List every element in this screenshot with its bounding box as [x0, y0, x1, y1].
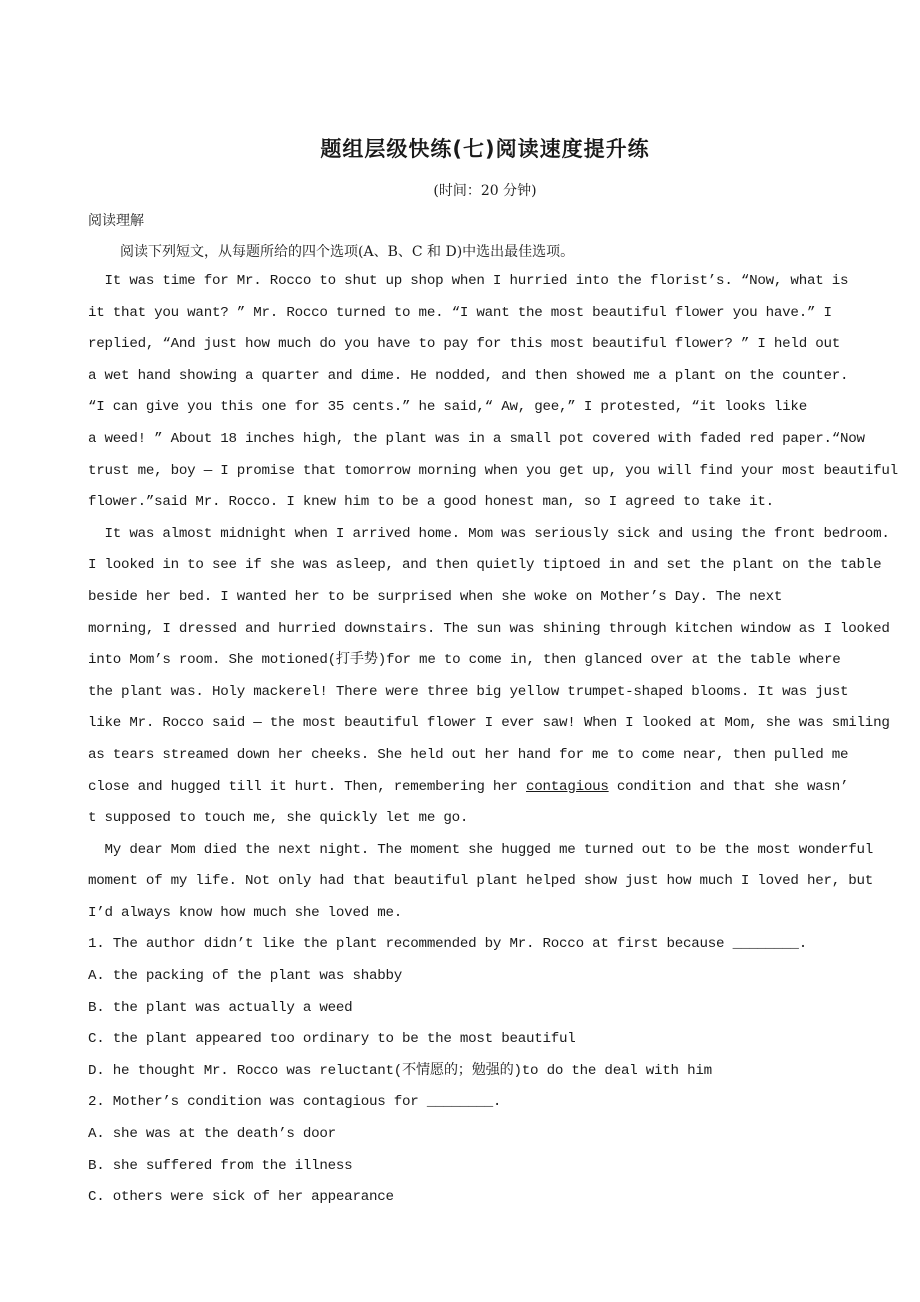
- passage-line-with-underline: [88, 772, 856, 804]
- section-heading: 阅读理解: [88, 213, 144, 229]
- question-option: C. others were sick of her appearance: [88, 1189, 394, 1206]
- passage-line: into Mom’s room. She motioned(打手势)for me to come in, then glanced over at the table where: [88, 652, 841, 669]
- question-option: A. the packing of the plant was shabby: [88, 968, 403, 985]
- question-option: D. he thought Mr. Rocco was reluctant(不情愿的；勉强的)to do the deal with him: [88, 1062, 712, 1079]
- passage-line: It was time for Mr. Rocco to shut up shop when I hurried into the florist’s. “Now, what is: [88, 273, 849, 289]
- page-title: 题组层级快练(七)阅读速度提升练: [320, 137, 650, 161]
- passage-line: beside her bed. I wanted her to be surprised when she woke on Mother’s Day. The next: [88, 588, 783, 605]
- question-stem: 2. Mother’s condition was contagious for ________.: [88, 1094, 502, 1111]
- passage-line: My dear Mom died the next night. The moment she hugged me turned out to be the most wonderful: [88, 841, 874, 858]
- passage-line: It was almost midnight when I arrived home. Mom was seriously sick and using the front bedroom.: [88, 525, 890, 542]
- passage-line: a wet hand showing a quarter and dime. He nodded, and then showed me a plant on the counter.: [88, 367, 849, 384]
- question-option: A. she was at the death’s door: [88, 1126, 336, 1143]
- passage-text: close and hugged till it hurt. Then, remembering her: [88, 778, 526, 795]
- question-stem: 1. The author didn’t like the plant recommended by Mr. Rocco at first because ________.: [88, 936, 807, 953]
- question-option: B. the plant was actually a weed: [88, 999, 353, 1016]
- instructions: 阅读下列短文，从每题所给的四个选项(A、B、C 和 D)中选出最佳选项。: [120, 244, 575, 260]
- passage-text: condition and that she wasn’: [608, 778, 849, 795]
- passage-line: I looked in to see if she was asleep, and then quietly tiptoed in and set the plant on the table: [88, 557, 882, 574]
- passage-line: replied, “And just how much do you have to pay for this most beautiful flower? ” I held out: [88, 336, 841, 353]
- question-option: B. she suffered from the illness: [88, 1157, 353, 1174]
- passage-line: “I can give you this one for 35 cents.” he said,“ Aw, gee,” I protested, “it looks like: [88, 399, 807, 416]
- question-option: C. the plant appeared too ordinary to be the most beautiful: [88, 1031, 576, 1048]
- passage-line: trust me, boy — I promise that tomorrow morning when you get up, you will find your most beautiful: [88, 462, 898, 479]
- passage-line: I’d always know how much she loved me.: [88, 904, 403, 921]
- passage-line: morning, I dressed and hurried downstairs. The sun was shining through kitchen window as I looked: [88, 620, 890, 637]
- passage-line: moment of my life. Not only had that beautiful plant helped show just how much I loved her, but: [88, 873, 874, 890]
- passage-line: like Mr. Rocco said — the most beautiful flower I ever saw! When I looked at Mom, she was smiling: [88, 715, 890, 732]
- passage-line: t supposed to touch me, she quickly let me go.: [88, 810, 469, 827]
- underlined-word: contagious: [526, 778, 609, 795]
- passage-line: as tears streamed down her cheeks. She held out her hand for me to come near, then pulled me: [88, 746, 849, 763]
- passage-line: flower.”said Mr. Rocco. I knew him to be a good honest man, so I agreed to take it.: [88, 494, 774, 511]
- passage-line: the plant was. Holy mackerel! There were three big yellow trumpet-shaped blooms. It was just: [88, 683, 849, 700]
- passage-line: it that you want? ” Mr. Rocco turned to me. “I want the most beautiful flower you have.” I: [88, 304, 832, 321]
- reading-passage: [88, 266, 898, 1214]
- time-limit: (时间：20 分钟): [433, 183, 537, 199]
- passage-line: a weed! ” About 18 inches high, the plant was in a small pot covered with faded red paper.“Now: [88, 430, 865, 447]
